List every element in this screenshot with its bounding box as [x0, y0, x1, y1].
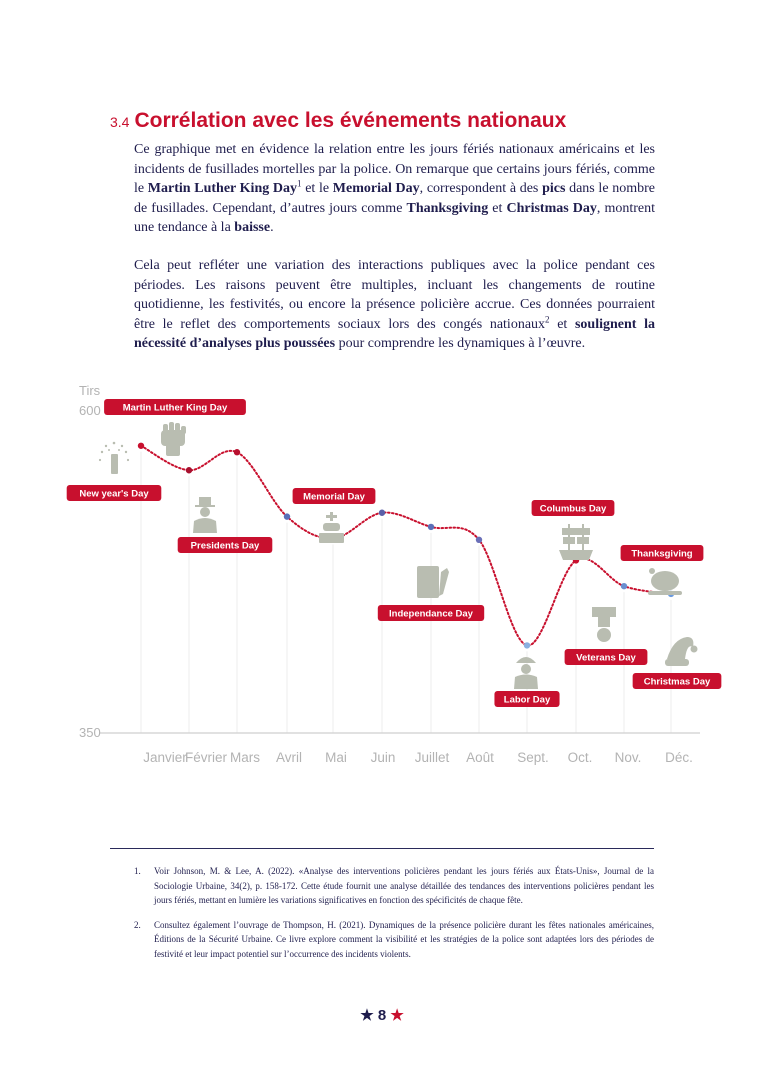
footnotes	[134, 864, 654, 971]
footnote-divider	[110, 848, 654, 849]
turkey-icon-part	[649, 568, 655, 574]
paragraph-1: Ce graphique met en évidence la relation entre les jours fériés nationaux américains et les incidents de fusillades mortelles par la police. On remarque que certains jours fériés, comme le Martin Luther King Day$^1$ et le Memorial Day, correspondent à des pics dans le nombre de fusillades. Cependant, d’autres jours comme Thanksgiving et Christmas Day, montrent une tendance à la baisse.	[134, 142, 655, 235]
annotation-label	[633, 673, 722, 689]
footnote-text: Consultez également l’ouvrage de Thompson, H. (2021). Dynamiques de la présence policière durant les fêtes nationales américaines, Éditions de la Sécurité Urbaine. Ce livre explore comment la visibilité et les stratégies de la police sont adaptées lors des périodes de festivité et leur impact potentiel sur l’occurrence des incidents violents.	[154, 919, 654, 959]
annotation-label-text: Labor Day	[503, 694, 551, 706]
ship-icon-part	[576, 528, 590, 535]
memorial-icon-part	[326, 515, 337, 518]
fireworks-icon-part	[111, 454, 118, 474]
x-tick-label: Mai	[325, 750, 347, 765]
annotation-label	[565, 649, 648, 665]
x-tick-label: Juillet	[414, 750, 450, 765]
data-point	[428, 524, 434, 530]
fireworks-icon-part	[127, 459, 129, 461]
data-point	[284, 513, 290, 519]
annotation-label-text: Memorial Day	[303, 491, 365, 503]
raised-fist-icon-part	[163, 424, 168, 433]
worker-icon	[514, 657, 538, 689]
x-tick-label: Déc.	[665, 750, 693, 765]
footnote-number: 2.	[134, 919, 141, 930]
holiday-shootings-chart	[0, 375, 764, 795]
fireworks-icon-part	[113, 442, 116, 445]
x-tick-label: Nov.	[614, 750, 642, 765]
fireworks-icon-part	[125, 451, 127, 453]
santa-hat-icon	[665, 637, 698, 666]
medal-icon-part	[592, 607, 616, 617]
y-axis-label: Tirs	[79, 383, 101, 398]
raised-fist-icon	[161, 422, 186, 456]
x-tick-label: Oct.	[567, 750, 593, 765]
president-icon	[193, 497, 217, 533]
annotation-label	[178, 537, 273, 553]
ship-icon-part	[562, 528, 576, 535]
fireworks-icon-part	[121, 445, 123, 447]
x-tick-label: Août	[466, 750, 494, 765]
fireworks-icon-part	[105, 445, 107, 447]
declaration-icon-part	[439, 568, 449, 596]
x-tick-label: Mars	[230, 750, 260, 765]
president-icon-part	[195, 505, 215, 507]
annotation-label-text: Martin Luther King Day	[122, 402, 228, 414]
page-number-value: 8	[377, 1007, 387, 1024]
paragraph-2: Cela peut refléter une variation des interactions publiques avec la police pendant ces périodes. Les raisons peuvent être multiples, incluant les changements de routine quotidienne, les festivités, ou encore la présence policière accrue. Ces données pourraient être le reflet des comportements sociaux lors des congés nationaux$^2$ et soulignent la nécessité d’analyses plus poussées pour comprendre les dynamiques à l’œuvre.	[134, 258, 655, 351]
fireworks-icon	[99, 442, 129, 474]
fireworks-icon-part	[101, 451, 103, 453]
section-title: Corrélation avec les événements nationaux	[134, 109, 567, 132]
raised-fist-icon-part	[169, 422, 174, 432]
data-point	[379, 510, 385, 516]
annotation-label	[494, 691, 559, 707]
memorial-icon-part	[323, 523, 340, 531]
section-number: 3.4	[110, 114, 130, 130]
worker-icon-part	[514, 675, 538, 690]
raised-fist-icon-part	[166, 444, 180, 456]
page-number	[0, 1006, 764, 1024]
annotation-label	[532, 500, 615, 516]
footnote-1	[134, 864, 654, 908]
data-point	[524, 642, 530, 648]
ship-icon	[559, 524, 593, 560]
annotation-label-text: Thanksgiving	[631, 548, 693, 560]
worker-icon-part	[521, 664, 531, 674]
data-point	[186, 467, 192, 473]
annotation-label-text: Columbus Day	[539, 503, 607, 515]
worker-icon-part	[516, 657, 536, 663]
x-tick-label: Juin	[370, 750, 396, 765]
annotation-label-text: Christmas Day	[643, 676, 711, 688]
ship-icon-part	[559, 550, 593, 560]
star-icon: ★	[360, 1007, 374, 1024]
ship-icon-part	[577, 537, 589, 544]
fireworks-icon-part	[108, 449, 110, 451]
footnote-text: Voir Johnson, M. & Lee, A. (2022). «Analyse des interventions policières pendant les jours fériés aux États-Unis», Journal de la Sociologie Urbaine, 34(2), p. 158-172. Cette étude fournit une analyse détaillée des tendances des interventions policières pendant les jours fériés, mettant en lumière les variations significatives en fonction des spécificités de chaque fête.	[154, 866, 654, 905]
turkey-icon-part	[651, 571, 679, 591]
president-icon-part	[193, 518, 217, 533]
y-tick-label: 600	[79, 403, 101, 418]
declaration-icon	[417, 566, 449, 598]
annotation-label	[293, 488, 376, 504]
x-tick-label: Janvier	[143, 750, 187, 765]
x-tick-label: Février	[184, 750, 228, 765]
annotation-label	[104, 399, 246, 415]
footnote-number: 1.	[134, 866, 141, 876]
x-tick-label: Avril	[275, 750, 303, 765]
medal-icon-part	[597, 628, 611, 642]
medal-icon-part	[598, 617, 610, 627]
annotation-label-text: Independance Day	[389, 608, 473, 620]
star-icon: ★	[390, 1007, 404, 1024]
president-icon-part	[199, 497, 211, 505]
annotation-label	[67, 485, 162, 501]
x-tick-label: Sept.	[517, 750, 549, 765]
ship-icon-part	[563, 537, 575, 544]
data-point	[476, 537, 482, 543]
annotation-label	[621, 545, 704, 561]
declaration-icon-part	[417, 566, 439, 598]
data-point	[138, 443, 144, 449]
raised-fist-icon-part	[175, 423, 180, 432]
fireworks-icon-part	[118, 449, 120, 451]
fireworks-icon-part	[99, 459, 101, 461]
turkey-icon-part	[648, 591, 682, 595]
santa-hat-icon-part	[665, 659, 689, 666]
memorial-icon	[319, 512, 344, 543]
santa-hat-icon-part	[691, 646, 698, 653]
annotation-label	[378, 605, 484, 621]
data-point	[621, 583, 627, 589]
medal-icon	[592, 607, 616, 642]
annotation-label-text: New year's Day	[79, 488, 149, 500]
annotation-label-text: Presidents Day	[190, 540, 260, 552]
y-tick-label: 350	[79, 725, 101, 740]
footnote-2	[134, 918, 654, 962]
memorial-icon-part	[319, 533, 344, 543]
raised-fist-icon-part	[181, 426, 186, 434]
turkey-icon	[648, 568, 682, 595]
annotation-label-text: Veterans Day	[576, 652, 636, 664]
data-point	[234, 449, 240, 455]
section-heading	[110, 109, 566, 133]
president-icon-part	[200, 507, 210, 517]
